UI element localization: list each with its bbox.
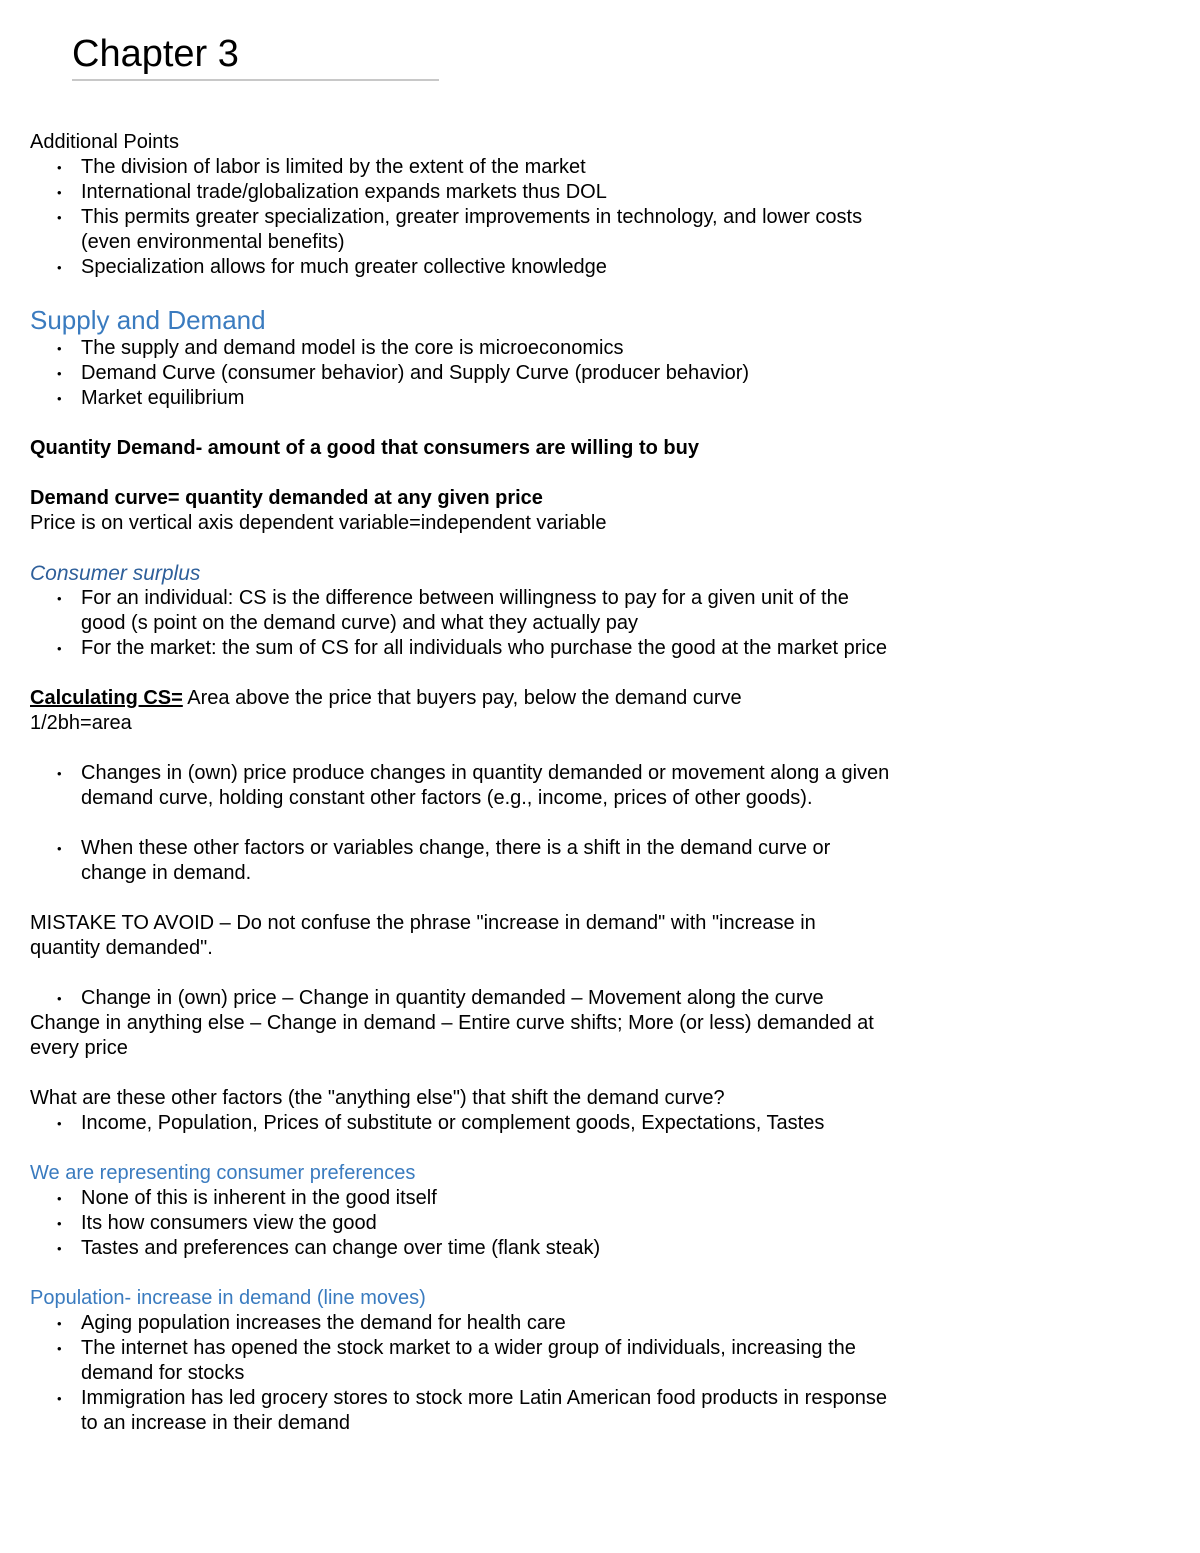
supply-demand-list: [30, 336, 890, 411]
other-factors-list: [30, 1111, 890, 1136]
list-item: • None of this is inherent in the good itself: [30, 1186, 890, 1211]
additional-heading: Additional Points: [30, 131, 179, 153]
mistake-note: MISTAKE TO AVOID – Do not confuse the phrase "increase in demand" with "increase in quantity demanded".: [30, 912, 816, 959]
change-own-list: [30, 986, 890, 1011]
list-item: • The division of labor is limited by the extent of the market: [30, 155, 890, 180]
population-heading: Population- increase in demand (line moves): [30, 1287, 426, 1309]
list-item: • Demand Curve (consumer behavior) and Supply Curve (producer behavior): [30, 361, 890, 386]
list-item: • Market equilibrium: [30, 386, 890, 411]
preferences-list: [30, 1186, 890, 1261]
other-factors-question: What are these other factors (the "anything else") that shift the demand curve?: [30, 1087, 725, 1109]
additional-list: [30, 155, 890, 280]
quantity-demand-definition: Quantity Demand- amount of a good that consumers are willing to buy: [30, 437, 699, 459]
list-item: • When these other factors or variables change, there is a shift in the demand curve or change in demand.: [30, 836, 890, 886]
calculating-cs-text: Area above the price that buyers pay, below the demand curve: [182, 687, 742, 709]
change-else-text: Change in anything else – Change in demand – Entire curve shifts; More (or less) demanded at every price: [30, 1012, 874, 1059]
list-item: • The internet has opened the stock market to a wider group of individuals, increasing the demand for stocks: [30, 1336, 890, 1386]
list-item: • Change in (own) price – Change in quantity demanded – Movement along the curve: [30, 986, 890, 1011]
list-item: • For an individual: CS is the difference between willingness to pay for a given unit of the good (s point on the demand curve) and what they actually pay: [30, 586, 890, 636]
consumer-surplus-heading: Consumer surplus: [30, 562, 201, 585]
list-item: • Tastes and preferences can change over time (flank steak): [30, 1236, 890, 1261]
page-title: Chapter 3: [72, 33, 239, 75]
list-item: • International trade/globalization expands markets thus DOL: [30, 180, 890, 205]
calculating-cs: [30, 686, 890, 711]
population-list: [30, 1311, 890, 1436]
title-block: [72, 32, 439, 81]
notes-body: [30, 130, 890, 1436]
area-formula: 1/2bh=area: [30, 712, 132, 734]
list-item: • Income, Population, Prices of substitute or complement goods, Expectations, Tastes: [30, 1111, 890, 1136]
preferences-heading: We are representing consumer preferences: [30, 1162, 416, 1184]
demand-curve-note: Price is on vertical axis dependent variable=independent variable: [30, 512, 607, 534]
list-item: • Specialization allows for much greater collective knowledge: [30, 255, 890, 280]
demand-curve-definition: Demand curve= quantity demanded at any given price: [30, 487, 543, 509]
list-item: • The supply and demand model is the core is microeconomics: [30, 336, 890, 361]
list-item: • For the market: the sum of CS for all individuals who purchase the good at the market price: [30, 636, 890, 661]
list-item: • Immigration has led grocery stores to stock more Latin American food products in response to an increase in their demand: [30, 1386, 890, 1436]
list-item: • Changes in (own) price produce changes in quantity demanded or movement along a given demand curve, holding constant other factors (e.g., income, prices of other goods).: [30, 761, 890, 811]
calculating-cs-label: Calculating CS=: [30, 687, 183, 709]
list-item: • This permits greater specialization, greater improvements in technology, and lower costs (even environmental benefits): [30, 205, 890, 255]
supply-demand-heading: Supply and Demand: [30, 305, 266, 335]
list-item: • Aging population increases the demand for health care: [30, 1311, 890, 1336]
consumer-surplus-list: [30, 586, 890, 661]
list-item: • Its how consumers view the good: [30, 1211, 890, 1236]
changes-list: [30, 761, 890, 886]
